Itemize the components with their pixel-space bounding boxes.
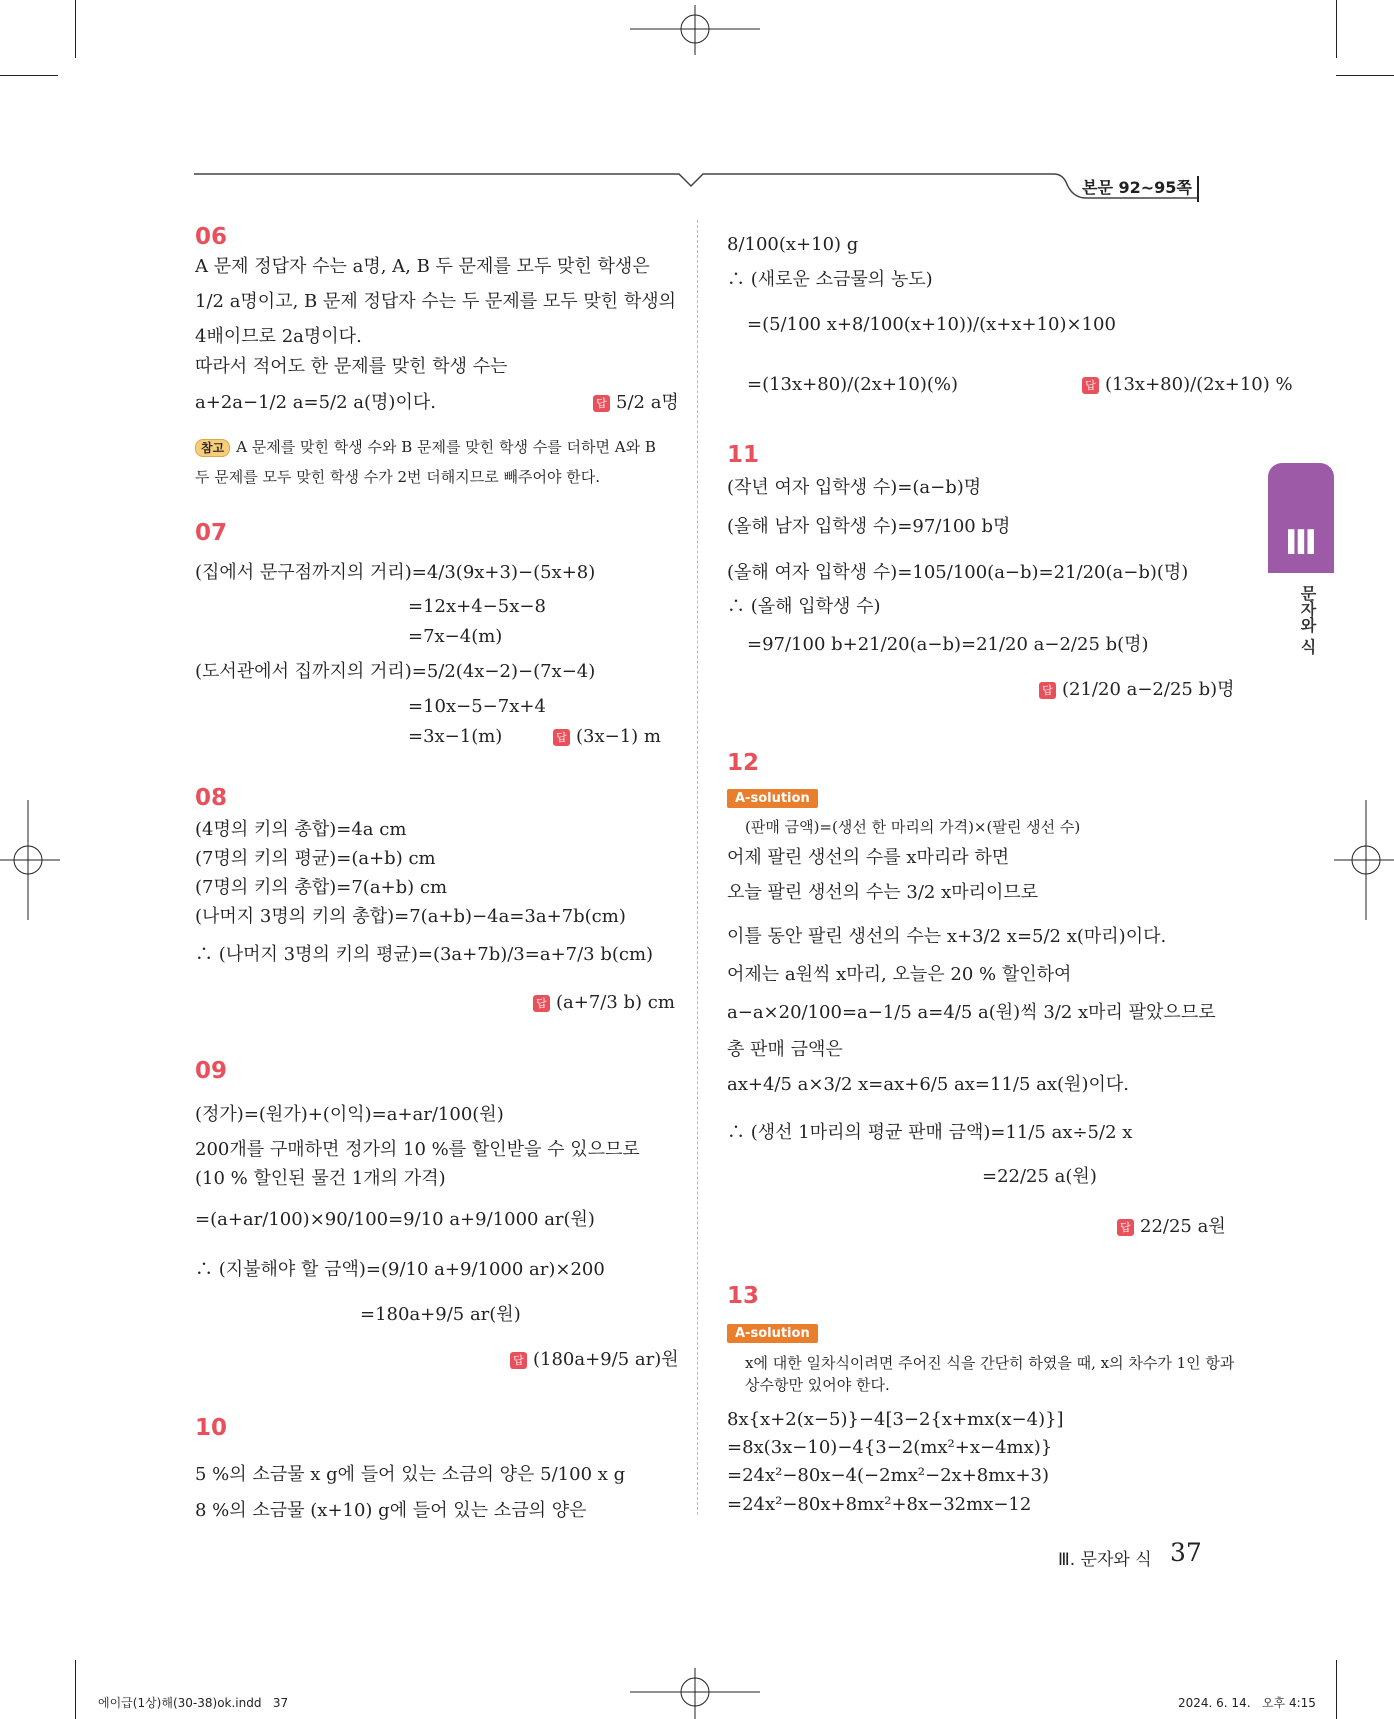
solution-text: 상수항만 있어야 한다. [745,1376,890,1394]
answer-badge: 답 [510,1352,527,1369]
answer [553,722,661,752]
answer-text: (a+7/3 b) cm [556,992,675,1013]
header-rule [194,168,1204,204]
text-line: 1/2 a명이고, B 문제 정답자 수는 두 문제를 모두 맞힌 학생의 [195,291,677,312]
text-line: (올해 남자 입학생 수)=97/100 b명 [727,516,1011,537]
text-line: =3x−1(m) [408,726,503,747]
text-line: 따라서 적어도 한 문제를 맞힌 학생 수는 [195,356,508,377]
text-line: (정가)=(원가)+(이익)=a+ar/100(원) [195,1104,504,1125]
note-label: 참고 [195,439,230,457]
crop-mark [1336,75,1394,76]
text-line: 4배이므로 2a명이다. [195,326,362,347]
column-divider [697,220,698,1515]
text-line: ax+4/5 a×3/2 x=ax+6/5 ax=11/5 ax(원)이다. [727,1074,1129,1095]
registration-mark [0,800,60,920]
solution-text: (판매 금액)=(생선 한 마리의 가격)×(팔린 생선 수) [745,818,1081,836]
text-line: =22/25 a(원) [982,1166,1097,1187]
text-line: (10 % 할인된 물건 1개의 가격) [195,1168,446,1189]
text-line: 8 %의 소금물 (x+10) g에 들어 있는 소금의 양은 [195,1500,587,1521]
problem-number: 11 [727,442,760,468]
text-line: ∴ (나머지 3명의 키의 평균)=(3a+7b)/3=a+7/3 b(cm) [195,944,654,965]
text-line: a−a×20/100=a−1/5 a=4/5 a(원)씩 3/2 x마리 팔았으므로 [727,1002,1216,1023]
solution-text: x에 대한 일차식이려면 주어진 식을 간단히 하였을 때, x의 차수가 1인 항과 [745,1354,1235,1372]
text-line: a+2a−1/2 a=5/2 a(명)이다. [195,392,436,413]
crop-mark [0,75,58,76]
registration-mark [1334,800,1394,920]
page-number: 37 [1170,1538,1202,1567]
text-line: =8x(3x−10)−4{3−2(mx²+x−4mx)} [727,1437,1053,1458]
problem-number: 08 [195,785,228,811]
text-line: 200개를 구매하면 정가의 10 %를 할인받을 수 있으므로 [195,1139,640,1160]
text-line: =(13x+80)/(2x+10)(%) [747,374,959,395]
problem-number: 07 [195,520,228,546]
text-line: 오늘 팔린 생선의 수는 3/2 x마리이므로 [727,882,1039,903]
text-line: (작년 여자 입학생 수)=(a−b)명 [727,477,982,498]
answer [593,388,679,418]
text-line: 어제 팔린 생선의 수를 x마리라 하면 [727,847,1010,868]
registration-mark [630,5,760,55]
text-line: =7x−4(m) [408,626,503,647]
answer-badge: 답 [1039,682,1056,699]
text-line: =24x²−80x+8mx²+8x−32mx−12 [727,1494,1032,1515]
text-line: ∴ (지불해야 할 금액)=(9/10 a+9/1000 ar)×200 [195,1259,605,1280]
answer-badge: 답 [533,995,550,1012]
answer-text: (13x+80)/(2x+10) % [1105,374,1293,395]
text-line: =(a+ar/100)×90/100=9/10 a+9/1000 ar(원) [195,1209,595,1230]
answer [1039,675,1235,705]
answer-text: (180a+9/5 ar)원 [533,1349,679,1370]
answer-badge: 답 [593,395,610,412]
text-line: (7명의 키의 총합)=7(a+b) cm [195,877,448,898]
answer-badge: 답 [1082,377,1099,394]
note [195,432,656,462]
chapter-tab [1268,463,1334,573]
answer [1117,1212,1226,1242]
text-line: A 문제 정답자 수는 a명, A, B 두 문제를 모두 맞힌 학생은 [195,256,650,277]
text-line: 총 판매 금액은 [727,1039,843,1060]
text-line: =97/100 b+21/20(a−b)=21/20 a−2/25 b(명) [747,634,1149,655]
answer-text: (3x−1) m [576,726,661,747]
text-line: 이틀 동안 팔린 생선의 수는 x+3/2 x=5/2 x(마리)이다. [727,926,1167,947]
answer [533,988,675,1018]
text-line: (집에서 문구점까지의 거리)=4/3(9x+3)−(5x+8) [195,562,596,583]
answer-text: 5/2 a명 [616,392,679,413]
text-line: =10x−5−7x+4 [408,696,546,717]
crop-mark [75,0,76,58]
text-line: (7명의 키의 평균)=(a+b) cm [195,848,436,869]
note-text: A 문제를 맞힌 학생 수와 B 문제를 맞힌 학생 수를 더하면 A와 B [236,438,656,456]
answer-badge: 답 [553,729,570,746]
text-line: (나머지 3명의 키의 총합)=7(a+b)−4a=3a+7b(cm) [195,906,626,927]
problem-number: 12 [727,750,760,776]
solution-label: A-solution [727,1324,818,1343]
text-line: =(5/100 x+8/100(x+10))/(x+x+10)×100 [747,314,1116,335]
chapter-label: 문자와 식 [1298,585,1317,655]
text-line: 5 %의 소금물 x g에 들어 있는 소금의 양은 5/100 x g [195,1464,626,1485]
text-line: ∴ (올해 입학생 수) [727,596,881,617]
answer [1082,370,1293,400]
text-line: =180a+9/5 ar(원) [360,1304,521,1325]
problem-number: 06 [195,224,228,250]
text-line: (도서관에서 집까지의 거리)=5/2(4x−2)−(7x−4) [195,661,596,682]
registration-mark [630,1668,760,1719]
text-line: 8/100(x+10) g [727,234,859,255]
solution-tag [727,787,818,808]
problem-number: 10 [195,1415,228,1441]
print-date: 2024. 6. 14. 오후 4:15 [1178,1696,1316,1710]
chapter-numeral: Ⅲ [1284,523,1318,563]
crop-mark [1336,1660,1337,1719]
text-line: (올해 여자 입학생 수)=105/100(a−b)=21/20(a−b)(명) [727,562,1189,583]
file-info: 에이급(1상)해(30-38)ok.indd 37 [98,1696,289,1710]
text-line: 어제는 a원씩 x마리, 오늘은 20 % 할인하여 [727,964,1072,985]
note-text: 두 문제를 모두 맞힌 학생 수가 2번 더해지므로 빼주어야 한다. [195,468,600,486]
answer-badge: 답 [1117,1219,1134,1236]
text-line: ∴ (새로운 소금물의 농도) [727,269,933,290]
text-line: 8x{x+2(x−5)}−4[3−2{x+mx(x−4)}] [727,1409,1064,1430]
text-line: =24x²−80x−4(−2mx²−2x+8mx+3) [727,1465,1050,1486]
header-range: 본문 92~95쪽 [1082,178,1192,197]
text-line: (4명의 키의 총합)=4a cm [195,819,407,840]
footer-chapter: Ⅲ. 문자와 식 [1058,1550,1152,1570]
answer-text: 22/25 a원 [1140,1216,1226,1237]
solution-tag [727,1322,818,1343]
crop-mark [75,1660,76,1719]
right-column [727,220,1293,1520]
answer [510,1345,679,1375]
problem-number: 09 [195,1058,228,1084]
text-line: =12x+4−5x−8 [408,596,546,617]
crop-mark [1336,0,1337,58]
answer-text: (21/20 a−2/25 b)명 [1062,679,1235,700]
problem-number: 13 [727,1283,760,1309]
left-column [195,220,679,1521]
text-line: ∴ (생선 1마리의 평균 판매 금액)=11/5 ax÷5/2 x [727,1122,1133,1143]
solution-label: A-solution [727,789,818,808]
